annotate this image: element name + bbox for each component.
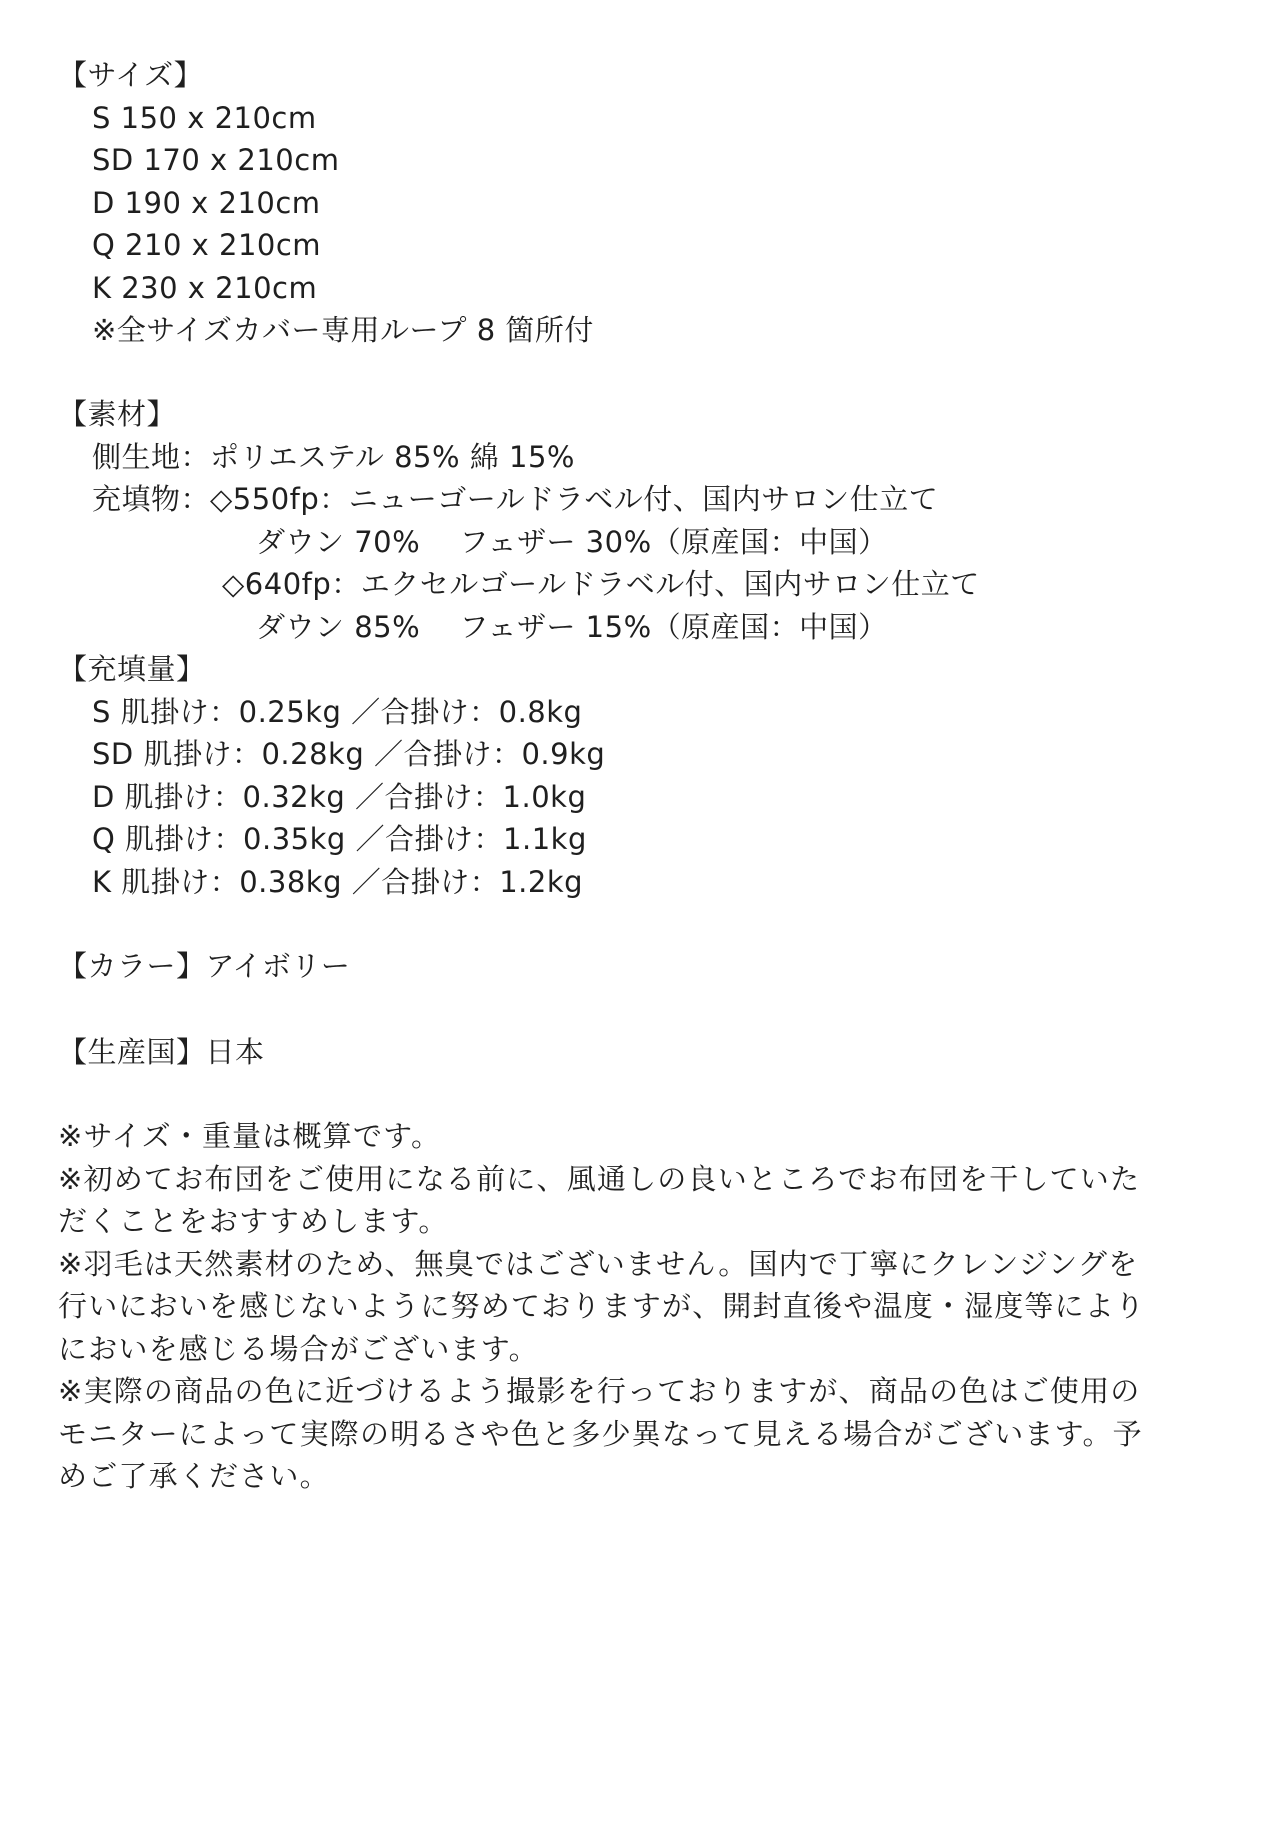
material-filling-line-3: ◇640fp：エクセルゴールドラベル付、国内サロン仕立て [222, 567, 980, 601]
fill-weight-item-q: Q 肌掛け：0.35kg ／合掛け：1.1kg [92, 822, 587, 856]
note-line: ※初めてお布団をご使用になる前に、風通しの良いところでお布団を干していた [58, 1162, 1141, 1196]
fill-weight-heading: 【充填量】 [58, 652, 206, 686]
fill-weight-item-sd: SD 肌掛け：0.28kg ／合掛け：0.9kg [92, 737, 606, 771]
material-filling-line-4: ダウン 85% フェザー 15%（原産国：中国） [256, 610, 888, 644]
size-item-s: S 150 x 210cm [92, 101, 317, 135]
note-line: においを感じる場合がございます。 [58, 1332, 539, 1366]
note-line: だくことをおすすめします。 [58, 1204, 449, 1238]
fill-weight-item-d: D 肌掛け：0.32kg ／合掛け：1.0kg [92, 780, 587, 814]
material-filling-line-1: 充填物：◇550fp：ニューゴールドラベル付、国内サロン仕立て [92, 482, 939, 516]
note-line: 行いにおいを感じないように努めておりますが、開封直後や温度・湿度等により [58, 1289, 1146, 1323]
size-item-sd: SD 170 x 210cm [92, 143, 340, 177]
size-note: ※全サイズカバー専用ループ 8 箇所付 [92, 313, 594, 347]
size-item-d: D 190 x 210cm [92, 186, 321, 220]
material-filling-line-2: ダウン 70% フェザー 30%（原産国：中国） [256, 525, 888, 559]
size-heading: 【サイズ】 [58, 58, 204, 92]
note-line: ※羽毛は天然素材のため、無臭ではございません。国内で丁寧にクレンジングを [58, 1247, 1139, 1281]
note-line: ※サイズ・重量は概算です。 [58, 1119, 442, 1153]
note-line: モニターによって実際の明るさや色と多少異なって見える場合がございます。予 [58, 1417, 1143, 1451]
material-heading: 【素材】 [58, 397, 177, 431]
note-line: ※実際の商品の色に近づけるよう撮影を行っておりますが、商品の色はご使用の [58, 1374, 1141, 1408]
size-item-k: K 230 x 210cm [92, 271, 318, 305]
fill-weight-item-k: K 肌掛け：0.38kg ／合掛け：1.2kg [92, 865, 584, 899]
material-outer: 側生地：ポリエステル 85% 綿 15% [92, 440, 575, 474]
color-line: 【カラー】アイボリー [58, 949, 351, 983]
size-item-q: Q 210 x 210cm [92, 228, 322, 262]
fill-weight-item-s: S 肌掛け：0.25kg ／合掛け：0.8kg [92, 695, 583, 729]
origin-line: 【生産国】日本 [58, 1035, 265, 1069]
note-line: めご了承ください。 [58, 1459, 330, 1493]
